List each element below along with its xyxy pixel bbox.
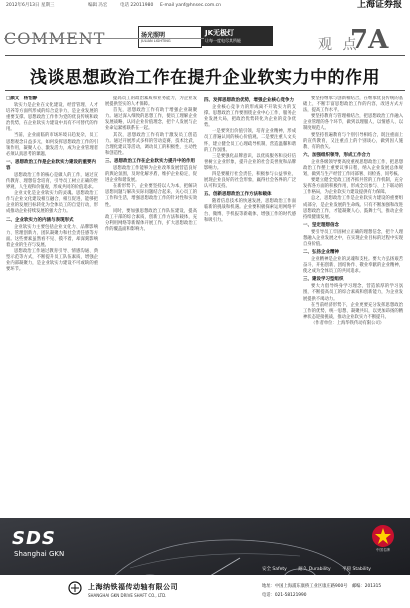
paragraph: 思想政治工作通过教育引导、情感沟通、典型示范等方式，不断提升员工队伍素质，增强企业内部凝聚力，是企业软实力建设不可或缺的重要环节。: [6, 248, 98, 273]
paragraph: 思想政治工作的核心是做人的工作，通过宣传教育、理想信念培育，引导员工树立正确的世界观、人生观和价值观，形成共同的价值追求。: [6, 172, 98, 191]
article-column-2: [105, 96, 197, 516]
author-affiliation: （作者单位：上海华铁传动有限公司）: [311, 320, 385, 326]
byline: □颜文 杨怡静: [6, 96, 38, 101]
paragraph: 软实力是企业在文化建设、经营管理、人才培养等方面所形成的综合竞争力，是企业发展的重要支撑。思想政治工作作为党的优良传统和政治优势，在企业软实力建设中具有不可替代的作用。: [6, 103, 98, 133]
ad-footer: [0, 575, 410, 608]
banner-divider: [4, 38, 204, 39]
paragraph: 同时，要加强思想政治工作队伍建设，提高政工干部的综合素质，创新工作方法和载体，充分利用网络等新媒体开展工作，扩大思想政治工作的覆盖面和影响力。: [105, 208, 197, 232]
subheading: 一、坚定理想信念: [303, 222, 339, 228]
sds-subtitle: Shanghai GKN: [14, 550, 65, 558]
subheading: 二、弘扬企业精神: [303, 250, 339, 256]
lighting-ad[interactable]: [138, 26, 202, 48]
paragraph: 企业精神是企业的灵魂和支柱。要大力弘扬艰苦奋斗、开拓创新、团结协作、敬业奉献的企业精神，使之成为全体员工的共同追求。: [303, 257, 403, 275]
date-edition: 2012年6月13日 星期三: [6, 3, 55, 8]
china-brand-badge-icon: [370, 524, 396, 548]
lighting-ad-brand: 汤光照明: [141, 32, 166, 39]
section-banner: [0, 12, 410, 55]
article-column-3: [204, 96, 296, 516]
paragraph: 企业软实力主要包括企业文化力、品牌影响力、管理创新力、团队凝聚力和社会责任感等方面。这些要素虽然看不见、摸不着，却深刻影响着企业的生存与发展。: [6, 224, 98, 248]
paragraph: 要坚持继承与创新相结合，在继承优良传统的基础上，不断丰富思想政治工作的内容，改进方式方法，提高工作水平。: [303, 96, 403, 114]
subheading: 六、加强组织领导，形成工作合力: [303, 152, 371, 158]
paragraph: 要坚持普遍教育与个别引导相结合，既注重面上的宣传教育，又注重点上的个别谈心，做到因人施教、有的放矢。: [303, 132, 403, 150]
company-phone: 电话：021-58121990: [262, 593, 307, 598]
ad-taglines: [262, 566, 381, 572]
article-headline: 浅谈思想政治工作在提升企业软实力中的作用: [30, 68, 380, 88]
headline-top-rule: [5, 55, 405, 56]
paragraph: 在新形势下，企业要坚持以人为本，把解决思想问题与解决实际问题结合起来，关心员工的工作和生活，增强思想政治工作的针对性和实效性。: [105, 184, 197, 208]
article-column-1: [6, 96, 98, 516]
paragraph: 要大力倡导终身学习理念，营造浓厚的学习氛围，不断提高员工的综合素质和创新能力，为企业发展提供不竭动力。: [303, 284, 403, 302]
page-letter: 7A: [350, 25, 389, 55]
tag-stability: 平稳 Stability: [342, 567, 371, 572]
paragraph: 一是要突出价值引领，培育企业精神，形成员工普遍认同的核心价值观。二是要注重人文关怀，建立健全员工心理疏导机制，营造温馨和谐的工作氛围。: [204, 129, 296, 153]
subheading: 三、建设学习型组织: [303, 277, 344, 283]
paragraph: 在当前经济形势下，企业更要充分发挥思想政治工作的优势，统一思想、凝聚共识，以更加昂扬的精神状态迎接挑战，推动企业软实力不断提升。: [303, 302, 403, 320]
paragraph: 总之，思想政治工作是企业软实力建设的重要组成部分，是企业发展的生命线。只有不断加强和改进思想政治工作，才能凝聚人心、鼓舞士气，推动企业持续健康发展。: [303, 196, 403, 220]
headline-bottom-rule: [5, 90, 405, 91]
company-address: 地址：中国上海浦东康桥工业区康庄路900号 邮编：201315: [262, 584, 382, 589]
sds-logo: SDS: [12, 528, 56, 549]
subheading: 三、思想政治工作在企业软实力提升中的作用: [105, 158, 195, 164]
company-logo-icon: [68, 581, 82, 595]
editor-email: E-mail yanf@hnsec.com.cn: [160, 3, 221, 8]
paragraph: 要坚持教育与管理相结合，把思想政治工作融入企业管理的各个环节，做到以理服人、以情感人、以制度规范人。: [303, 114, 403, 132]
paragraph: 四是要履行社会责任，积极参与公益事业，展现企业良好的社会形象，赢得社会各界的广泛认可和支持。: [204, 172, 296, 190]
paragraph: 要建立健全党政工团齐抓共管的工作机制，充分发挥各方面的积极作用，形成全员参与、上下联动的工作格局，为企业软实力建设提供有力保障。: [303, 178, 403, 196]
china-brand-label: 中国名牌: [376, 548, 390, 552]
lighting-ad-sub: JULIAN LIGHTING: [141, 39, 171, 43]
top-info-line: [0, 0, 410, 11]
paragraph: 提高员工的政治素质和业务能力，为企业发展提供坚实的人才保障。: [105, 96, 197, 108]
paragraph: 企业各级领导要高度重视思想政治工作，把思想政治工作摆上重要议事日程，纳入企业发展总体规划，做到与生产经营工作同部署、同检查、同考核。: [303, 159, 403, 178]
paragraph: 企业文化是企业软实力的灵魂。思想政治工作与企业文化建设相互融合、相互促进，能够把企业的发展目标转化为全体员工的自觉行动，形成推动企业持续发展的强大合力。: [6, 191, 98, 215]
jk-lamp-title: JK无极灯: [205, 29, 235, 37]
company-name-en: SHANGHAI GKN DRIVE SHAFT CO., LTD.: [88, 593, 167, 598]
jk-lamp-ad[interactable]: [201, 26, 273, 46]
masthead: 上海证券报: [356, 0, 402, 10]
jk-lamp-sub: 让每一度电尽其所能: [205, 38, 241, 43]
subheading: 五、创新思想政治工作方法和载体: [204, 192, 272, 198]
subheading: 二、企业软实力的内涵与表现形式: [6, 217, 74, 223]
paragraph: 要引导员工牢固树立正确的理想信念，把个人理想融入企业发展之中，在实现企业目标的过程中实现自身价值。: [303, 229, 403, 247]
paragraph: 当前，企业面临的市场环境日趋复杂，员工思想观念日益多元，如何发挥思想政治工作的引领作用，凝聚人心、激发活力，成为企业管理者必须认真思考的课题。: [6, 133, 98, 157]
tag-safety: 安全 Safety: [262, 567, 287, 572]
paragraph: 企业核心竞争力的形成离不开软实力的支撑。思想政治工作要围绕企业中心工作，服务企业发展大局，把政治优势转化为企业的竞争优势。: [204, 105, 296, 129]
paragraph: 随着信息技术的快速发展，思想政治工作面临新的挑战和机遇。企业要积极探索运用网络平台、微博、手机报等新载体，增强工作的时代感和吸引力。: [204, 199, 296, 223]
company-name-cn: 上海纳铁福传动轴有限公司: [88, 582, 178, 591]
editor: 编辑 冯宏: [88, 3, 108, 8]
subheading: 一、思想政治工作是企业软实力建设的重要内容: [6, 159, 96, 171]
editor-phone: 电话 22011980: [120, 3, 154, 8]
paragraph: 三是要强化品牌意识，以优质服务和良好信誉树立企业形象，提升企业的社会美誉度和品牌影响力。: [204, 153, 296, 171]
subheading: 四、发挥思想政治优势，增强企业核心竞争力: [204, 98, 294, 103]
comment-word: COMMENT: [4, 29, 106, 48]
tag-durability: 耐久 Durability: [298, 567, 331, 572]
paragraph: 思想政治工作能够为企业改革发展营造良好的舆论氛围，及时化解矛盾，维护企业稳定，促进企业和谐发展。: [105, 165, 197, 184]
paragraph: 首先，思想政治工作有助于增强企业凝聚力。通过深入细致的思想工作，使员工理解企业发展战略，认同企业价值理念，把个人发展与企业命运紧密联系在一起。: [105, 108, 197, 132]
article-column-4: [303, 96, 403, 516]
paragraph: 其次，思想政治工作有助于激发员工创造力。通过开展形式多样的劳动竞赛、技术比武、合理化建议等活动，调动员工的积极性、主动性和创造性。: [105, 132, 197, 156]
section-name: 观 点: [318, 37, 360, 53]
